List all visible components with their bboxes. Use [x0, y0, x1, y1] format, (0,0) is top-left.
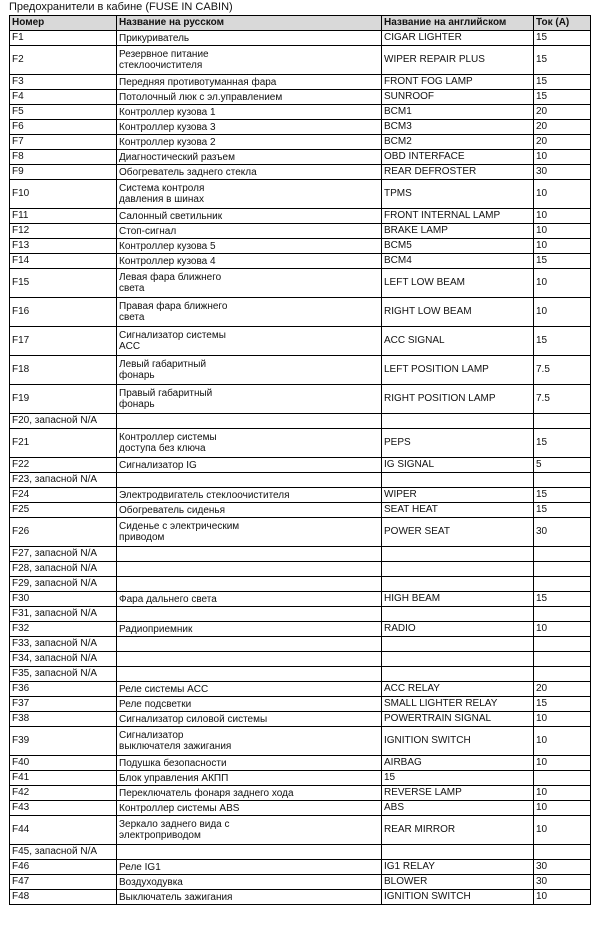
- fuse-number: F31, запасной N/A: [10, 607, 117, 622]
- fuse-name-english: BCM4: [382, 254, 534, 269]
- fuse-name-english: REVERSE LAMP: [382, 786, 534, 801]
- fuse-name-russian-line: Резервное питание: [119, 49, 209, 60]
- fuse-current: 15: [534, 327, 591, 356]
- fuse-number: F11: [10, 209, 117, 224]
- table-row: [10, 105, 591, 120]
- fuse-current: 30: [534, 518, 591, 547]
- table-row: [10, 562, 591, 577]
- fuse-name-russian-line: электроприводом: [119, 830, 201, 841]
- fuse-name-russian-line: Потолочный люк с эл.управлением: [119, 91, 283, 103]
- table-row: [10, 209, 591, 224]
- fuse-name-english: TPMS: [382, 180, 534, 209]
- fuse-current: 10: [534, 727, 591, 756]
- fuse-number: F13: [10, 239, 117, 254]
- fuse-number: F25: [10, 503, 117, 518]
- table-row: [10, 120, 591, 135]
- fuse-number: F26: [10, 518, 117, 547]
- fuse-current: 15: [534, 592, 591, 607]
- fuse-number: F7: [10, 135, 117, 150]
- fuse-number: F34, запасной N/A: [10, 652, 117, 667]
- fuse-current: 10: [534, 622, 591, 637]
- fuse-number: F18: [10, 356, 117, 385]
- table-row: [10, 652, 591, 667]
- fuse-name-russian: [117, 503, 382, 518]
- fuse-current: [534, 577, 591, 592]
- fuse-name-russian-line: Контроллер кузова 5: [119, 240, 216, 252]
- fuse-name-russian-line: Стоп-сигнал: [119, 225, 177, 237]
- fuse-name-russian-line: Воздуходувка: [119, 876, 183, 888]
- fuse-name-english: [382, 652, 534, 667]
- fuse-name-russian: [117, 120, 382, 135]
- fuse-name-russian: [117, 224, 382, 239]
- header-number: Номер: [10, 16, 117, 31]
- fuse-current: 10: [534, 890, 591, 905]
- table-row: [10, 712, 591, 727]
- fuse-number: F6: [10, 120, 117, 135]
- table-row: [10, 667, 591, 682]
- fuse-name-russian-line: Обогреватель заднего стекла: [119, 166, 257, 178]
- fuse-number: F1: [10, 31, 117, 46]
- fuse-number: F21: [10, 429, 117, 458]
- fuse-name-russian-line: Обогреватель сиденья: [119, 504, 226, 516]
- table-row: [10, 816, 591, 845]
- fuse-number: F23, запасной N/A: [10, 473, 117, 488]
- fuse-name-english: LEFT LOW BEAM: [382, 269, 534, 298]
- fuse-current: 15: [534, 254, 591, 269]
- table-row: [10, 165, 591, 180]
- fuse-name-russian: [117, 458, 382, 473]
- table-row: [10, 356, 591, 385]
- fuse-number: F5: [10, 105, 117, 120]
- fuse-name-english: REAR MIRROR: [382, 816, 534, 845]
- fuse-name-english: IG SIGNAL: [382, 458, 534, 473]
- fuse-name-russian: [117, 622, 382, 637]
- fuse-name-english: RADIO: [382, 622, 534, 637]
- fuse-name-english: SUNROOF: [382, 90, 534, 105]
- fuse-current: [534, 607, 591, 622]
- fuse-name-english: BRAKE LAMP: [382, 224, 534, 239]
- fuse-name-russian: [117, 756, 382, 771]
- table-row: [10, 682, 591, 697]
- fuse-name-russian: [117, 727, 382, 756]
- fuse-current: 10: [534, 209, 591, 224]
- fuse-name-russian-line: Блок управления АКПП: [119, 772, 229, 784]
- fuse-name-russian: [117, 771, 382, 786]
- fuse-name-english: PEPS: [382, 429, 534, 458]
- fuse-name-russian: [117, 254, 382, 269]
- fuse-name-english: [382, 414, 534, 429]
- fuse-name-russian: [117, 209, 382, 224]
- fuse-name-russian: [117, 592, 382, 607]
- fuse-number: F33, запасной N/A: [10, 637, 117, 652]
- fuse-name-russian: [117, 682, 382, 697]
- fuse-name-english: SMALL LIGHTER RELAY: [382, 697, 534, 712]
- fuse-name-russian: [117, 875, 382, 890]
- fuse-name-english: [382, 607, 534, 622]
- fuse-name-russian-line: Контроллер системы ABS: [119, 802, 240, 814]
- fuse-name-russian-line: Зеркало заднего вида с: [119, 819, 230, 830]
- fuse-number: F32: [10, 622, 117, 637]
- fuse-number: F17: [10, 327, 117, 356]
- fuse-name-russian: [117, 786, 382, 801]
- fuse-name-english: SEAT HEAT: [382, 503, 534, 518]
- table-row: [10, 429, 591, 458]
- fuse-name-russian-line: Контроллер кузова 4: [119, 255, 216, 267]
- fuse-name-russian: [117, 46, 382, 75]
- fuse-name-russian-line: Переключатель фонаря заднего хода: [119, 787, 294, 799]
- fuse-name-russian: [117, 637, 382, 652]
- table-row: [10, 473, 591, 488]
- fuse-name-english: FRONT INTERNAL LAMP: [382, 209, 534, 224]
- fuse-name-russian: [117, 652, 382, 667]
- fuse-name-russian-line: Сигнализатор: [119, 730, 184, 741]
- fuse-name-russian: [117, 356, 382, 385]
- table-row: [10, 845, 591, 860]
- table-row: [10, 622, 591, 637]
- fuse-number: F9: [10, 165, 117, 180]
- fuse-number: F22: [10, 458, 117, 473]
- table-row: [10, 385, 591, 414]
- fuse-number: F46: [10, 860, 117, 875]
- table-row: [10, 224, 591, 239]
- fuse-current: 20: [534, 682, 591, 697]
- fuse-name-russian-line: Прикуриватель: [119, 32, 190, 44]
- fuse-name-russian-line: приводом: [119, 532, 165, 543]
- fuse-current: 30: [534, 165, 591, 180]
- fuse-number: F29, запасной N/A: [10, 577, 117, 592]
- fuse-name-russian: [117, 890, 382, 905]
- fuse-number: F48: [10, 890, 117, 905]
- fuse-number: F24: [10, 488, 117, 503]
- fuse-current: 7.5: [534, 385, 591, 414]
- fuse-name-russian: [117, 327, 382, 356]
- table-row: [10, 150, 591, 165]
- fuse-name-russian: [117, 75, 382, 90]
- fuse-number: F8: [10, 150, 117, 165]
- header-name-english: Название на английском: [382, 16, 534, 31]
- fuse-name-russian: [117, 269, 382, 298]
- fuse-current: 7.5: [534, 356, 591, 385]
- fuse-current: 10: [534, 180, 591, 209]
- fuse-current: 15: [534, 46, 591, 75]
- table-row: [10, 180, 591, 209]
- table-row: [10, 75, 591, 90]
- fuse-name-english: BCM3: [382, 120, 534, 135]
- header-current: Ток (А): [534, 16, 591, 31]
- fuse-current: 10: [534, 786, 591, 801]
- fuse-name-russian: [117, 473, 382, 488]
- fuse-number: F35, запасной N/A: [10, 667, 117, 682]
- fuse-name-russian: [117, 667, 382, 682]
- fuse-name-russian: [117, 298, 382, 327]
- fuse-name-russian: [117, 135, 382, 150]
- fuse-name-english: FRONT FOG LAMP: [382, 75, 534, 90]
- fuse-current: 10: [534, 816, 591, 845]
- fuse-number: F39: [10, 727, 117, 756]
- table-row: [10, 254, 591, 269]
- fuse-name-english: ABS: [382, 801, 534, 816]
- fuse-number: F43: [10, 801, 117, 816]
- fuse-name-russian-line: Сигнализатор системы: [119, 330, 226, 341]
- table-row: [10, 756, 591, 771]
- fuse-current: 10: [534, 269, 591, 298]
- fuse-current: [534, 562, 591, 577]
- fuse-name-russian-line: Сигнализатор IG: [119, 459, 197, 471]
- fuse-number: F16: [10, 298, 117, 327]
- fuse-current: 15: [534, 75, 591, 90]
- fuse-name-russian: [117, 90, 382, 105]
- fuse-name-english: WIPER: [382, 488, 534, 503]
- fuse-number: F41: [10, 771, 117, 786]
- fuse-name-russian-line: Сигнализатор силовой системы: [119, 713, 268, 725]
- table-row: [10, 727, 591, 756]
- fuse-name-russian-line: света: [119, 312, 145, 323]
- fuse-current: [534, 414, 591, 429]
- fuse-number: F44: [10, 816, 117, 845]
- fuse-name-english: [382, 547, 534, 562]
- fuse-current: [534, 473, 591, 488]
- fuse-current: 30: [534, 860, 591, 875]
- fuse-name-russian-line: Реле системы ACC: [119, 683, 209, 695]
- fuse-name-russian-line: стеклоочистителя: [119, 60, 203, 71]
- fuse-name-russian: [117, 488, 382, 503]
- fuse-name-russian-line: Правая фара ближнего: [119, 301, 228, 312]
- fuse-name-english: CIGAR LIGHTER: [382, 31, 534, 46]
- fuse-number: F12: [10, 224, 117, 239]
- fuse-name-russian: [117, 429, 382, 458]
- fuse-number: F45, запасной N/A: [10, 845, 117, 860]
- fuse-name-russian-line: Сиденье с электрическим: [119, 521, 240, 532]
- fuse-number: F27, запасной N/A: [10, 547, 117, 562]
- fuse-name-russian: [117, 105, 382, 120]
- header-name-russian: Название на русском: [117, 16, 382, 31]
- fuse-current: 15: [534, 429, 591, 458]
- fuse-current: 15: [534, 90, 591, 105]
- fuse-name-russian: [117, 712, 382, 727]
- table-header-row: [10, 16, 591, 31]
- fuse-name-russian: [117, 860, 382, 875]
- fuse-name-russian-line: Реле IG1: [119, 861, 161, 873]
- fuse-current: 15: [534, 697, 591, 712]
- fuse-name-russian-line: Левый габаритный: [119, 359, 207, 370]
- fuse-name-russian-line: Левая фара ближнего: [119, 272, 222, 283]
- table-row: [10, 414, 591, 429]
- fuse-name-english: [382, 845, 534, 860]
- table-row: [10, 592, 591, 607]
- fuse-name-russian: [117, 845, 382, 860]
- fuse-number: F28, запасной N/A: [10, 562, 117, 577]
- fuse-name-english: OBD INTERFACE: [382, 150, 534, 165]
- fuse-name-russian-line: света: [119, 283, 145, 294]
- fuse-name-russian-line: Контроллер системы: [119, 432, 217, 443]
- fuse-current: [534, 667, 591, 682]
- fuse-name-english: [382, 667, 534, 682]
- fuse-current: 10: [534, 239, 591, 254]
- fuse-name-russian-line: Салонный светильник: [119, 210, 223, 222]
- table-row: [10, 46, 591, 75]
- table-row: [10, 890, 591, 905]
- fuse-number: F47: [10, 875, 117, 890]
- table-row: [10, 697, 591, 712]
- fuse-name-russian-line: Передняя противотуманная фара: [119, 76, 277, 88]
- fuse-name-russian: [117, 577, 382, 592]
- fuse-name-russian-line: Фара дальнего света: [119, 593, 217, 605]
- table-row: [10, 503, 591, 518]
- table-row: [10, 577, 591, 592]
- fuse-current: 10: [534, 756, 591, 771]
- table-row: [10, 637, 591, 652]
- fuse-number: F30: [10, 592, 117, 607]
- fuse-name-russian-line: Выключатель зажигания: [119, 891, 233, 903]
- fuse-current: 5: [534, 458, 591, 473]
- fuse-name-russian: [117, 697, 382, 712]
- document-title: Предохранители в кабине (FUSE IN CABIN): [9, 1, 233, 13]
- fuse-name-russian-line: Подушка безопасности: [119, 757, 227, 769]
- table-row: [10, 135, 591, 150]
- fuse-name-english: 15: [382, 771, 534, 786]
- table-row: [10, 771, 591, 786]
- fuse-name-russian: [117, 562, 382, 577]
- fuse-name-russian: [117, 150, 382, 165]
- fuse-current: 20: [534, 135, 591, 150]
- fuse-name-english: POWERTRAIN SIGNAL: [382, 712, 534, 727]
- table-row: [10, 518, 591, 547]
- fuse-name-russian-line: Правый габаритный: [119, 388, 213, 399]
- fuse-name-russian: [117, 165, 382, 180]
- fuse-name-russian-line: выключателя зажигания: [119, 741, 232, 752]
- fuse-name-russian-line: Реле подсветки: [119, 698, 192, 710]
- fuse-name-russian-line: Система контроля: [119, 183, 205, 194]
- fuse-current: 20: [534, 120, 591, 135]
- fuse-name-russian-line: Контроллер кузова 2: [119, 136, 216, 148]
- fuse-name-english: POWER SEAT: [382, 518, 534, 547]
- fuse-name-english: WIPER REPAIR PLUS: [382, 46, 534, 75]
- fuse-current: 10: [534, 801, 591, 816]
- table-row: [10, 298, 591, 327]
- fuse-current: [534, 771, 591, 786]
- fuse-name-english: BCM2: [382, 135, 534, 150]
- fuse-name-russian-line: Радиоприемник: [119, 623, 193, 635]
- fuse-name-english: RIGHT POSITION LAMP: [382, 385, 534, 414]
- fuse-current: 15: [534, 503, 591, 518]
- fuse-name-russian-line: фонарь: [119, 370, 155, 381]
- fuse-number: F14: [10, 254, 117, 269]
- fuse-number: F10: [10, 180, 117, 209]
- fuse-name-english: BCM5: [382, 239, 534, 254]
- table-row: [10, 860, 591, 875]
- fuse-name-english: [382, 577, 534, 592]
- fuse-name-russian: [117, 414, 382, 429]
- fuse-name-russian: [117, 801, 382, 816]
- fuse-table: [9, 15, 591, 905]
- fuse-name-russian: [117, 180, 382, 209]
- fuse-name-russian-line: доступа без ключа: [119, 443, 206, 454]
- fuse-current: [534, 845, 591, 860]
- fuse-name-russian: [117, 31, 382, 46]
- fuse-name-russian: [117, 607, 382, 622]
- fuse-name-english: IG1 RELAY: [382, 860, 534, 875]
- fuse-number: F15: [10, 269, 117, 298]
- fuse-name-english: BLOWER: [382, 875, 534, 890]
- fuse-name-english: [382, 562, 534, 577]
- fuse-number: F42: [10, 786, 117, 801]
- table-row: [10, 31, 591, 46]
- fuse-name-russian-line: Электродвигатель стеклоочистителя: [119, 489, 290, 501]
- fuse-name-english: RIGHT LOW BEAM: [382, 298, 534, 327]
- fuse-name-english: LEFT POSITION LAMP: [382, 356, 534, 385]
- fuse-number: F20, запасной N/A: [10, 414, 117, 429]
- fuse-name-english: [382, 637, 534, 652]
- fuse-current: 30: [534, 875, 591, 890]
- fuse-name-english: BCM1: [382, 105, 534, 120]
- fuse-name-russian-line: Диагностический разъем: [119, 151, 235, 163]
- fuse-current: 10: [534, 298, 591, 327]
- fuse-name-russian-line: Контроллер кузова 1: [119, 106, 216, 118]
- table-row: [10, 786, 591, 801]
- fuse-number: F4: [10, 90, 117, 105]
- fuse-current: 15: [534, 31, 591, 46]
- fuse-current: 20: [534, 105, 591, 120]
- fuse-number: F37: [10, 697, 117, 712]
- fuse-name-english: AIRBAG: [382, 756, 534, 771]
- fuse-name-russian-line: ACC: [119, 341, 141, 352]
- fuse-name-russian-line: фонарь: [119, 399, 155, 410]
- fuse-number: F2: [10, 46, 117, 75]
- fuse-current: [534, 547, 591, 562]
- fuse-name-russian: [117, 547, 382, 562]
- table-row: [10, 327, 591, 356]
- fuse-name-english: REAR DEFROSTER: [382, 165, 534, 180]
- fuse-table-body: [10, 31, 591, 905]
- fuse-name-russian: [117, 239, 382, 254]
- fuse-name-english: ACC SIGNAL: [382, 327, 534, 356]
- fuse-number: F38: [10, 712, 117, 727]
- fuse-number: F19: [10, 385, 117, 414]
- table-row: [10, 875, 591, 890]
- fuse-number: F36: [10, 682, 117, 697]
- fuse-name-russian: [117, 385, 382, 414]
- fuse-name-english: ACC RELAY: [382, 682, 534, 697]
- table-row: [10, 458, 591, 473]
- table-row: [10, 607, 591, 622]
- fuse-number: F3: [10, 75, 117, 90]
- table-row: [10, 547, 591, 562]
- fuse-name-english: IGNITION SWITCH: [382, 727, 534, 756]
- fuse-current: 10: [534, 712, 591, 727]
- fuse-name-english: IGNITION SWITCH: [382, 890, 534, 905]
- fuse-name-russian-line: Контроллер кузова 3: [119, 121, 216, 133]
- table-row: [10, 269, 591, 298]
- fuse-number: F40: [10, 756, 117, 771]
- fuse-name-russian: [117, 816, 382, 845]
- fuse-name-russian: [117, 518, 382, 547]
- table-row: [10, 239, 591, 254]
- fuse-current: [534, 637, 591, 652]
- fuse-name-english: HIGH BEAM: [382, 592, 534, 607]
- fuse-current: 10: [534, 224, 591, 239]
- table-row: [10, 801, 591, 816]
- fuse-current: 15: [534, 488, 591, 503]
- fuse-name-english: [382, 473, 534, 488]
- fuse-name-russian-line: давления в шинах: [119, 194, 204, 205]
- table-row: [10, 90, 591, 105]
- table-row: [10, 488, 591, 503]
- fuse-current: [534, 652, 591, 667]
- fuse-current: 10: [534, 150, 591, 165]
